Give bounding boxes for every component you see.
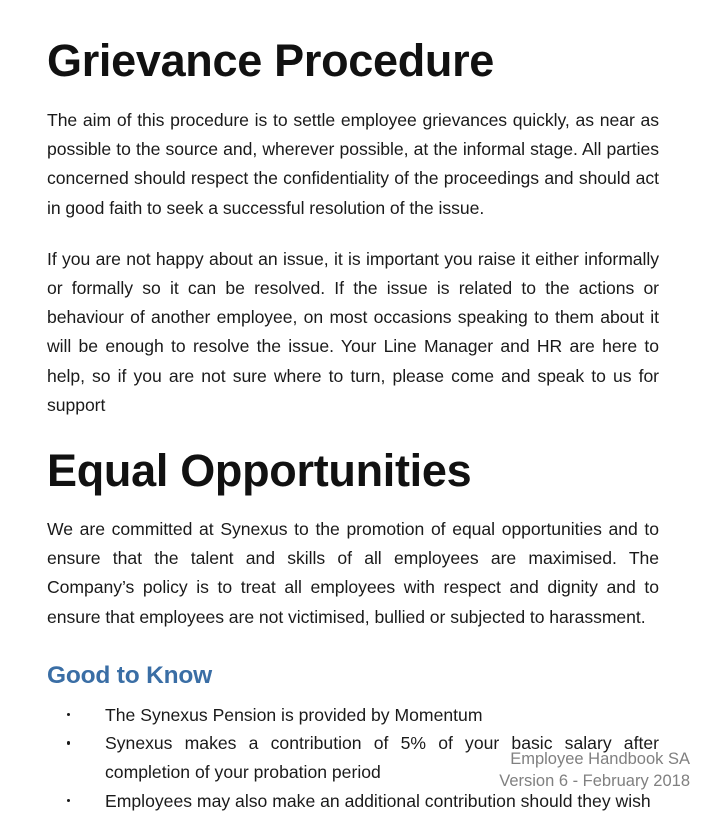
bullet-dot-icon — [67, 799, 70, 802]
document-footer — [499, 749, 690, 792]
equal-opportunities-paragraph-1: We are committed at Synexus to the promotion of equal opportunities and to ensure that the talent and skills of all employees are maximised. The Company’s policy is to treat all employees with respect and dignity and to ensure that employees are not victimised, bullied or subjected to harassment. — [47, 519, 659, 627]
list-item-label: Synexus makes a contribution of 5% of your basic salary after completion of your probation period — [105, 733, 659, 783]
page-title-grievance-procedure: Grievance Procedure — [47, 35, 495, 86]
footer-handbook-name: Employee Handbook SA — [510, 750, 690, 768]
bullet-dot-icon — [67, 713, 70, 716]
footer-version: Version 6 - February 2018 — [499, 771, 690, 790]
section-heading-good-to-know: Good to Know — [47, 661, 212, 689]
grievance-paragraph-2: If you are not happy about an issue, it is important you raise it either informally or formally so it can be resolved. If the issue is related to the actions or behaviour of another employee, on most occasions speaking to them about it will be enough to resolve the issue. Your Line Manager and HR are here to help, so if you are not sure where to turn, please come and speak to us for support — [47, 248, 659, 415]
list-item — [47, 701, 659, 730]
bullet-dot-icon — [67, 741, 70, 744]
list-item-label: Employees may also make an additional contribution should they wish — [105, 790, 651, 811]
list-item-label: The Synexus Pension is provided by Momentum — [105, 704, 483, 725]
page-title-equal-opportunities: Equal Opportunities — [47, 445, 472, 497]
grievance-paragraph-1: The aim of this procedure is to settle employee grievances quickly, as near as possible to the source and, wherever possible, at the informal stage. All parties concerned should respect the confidentiality of the proceedings and should act in good faith to seek a successful resolution of the issue. — [47, 110, 659, 218]
